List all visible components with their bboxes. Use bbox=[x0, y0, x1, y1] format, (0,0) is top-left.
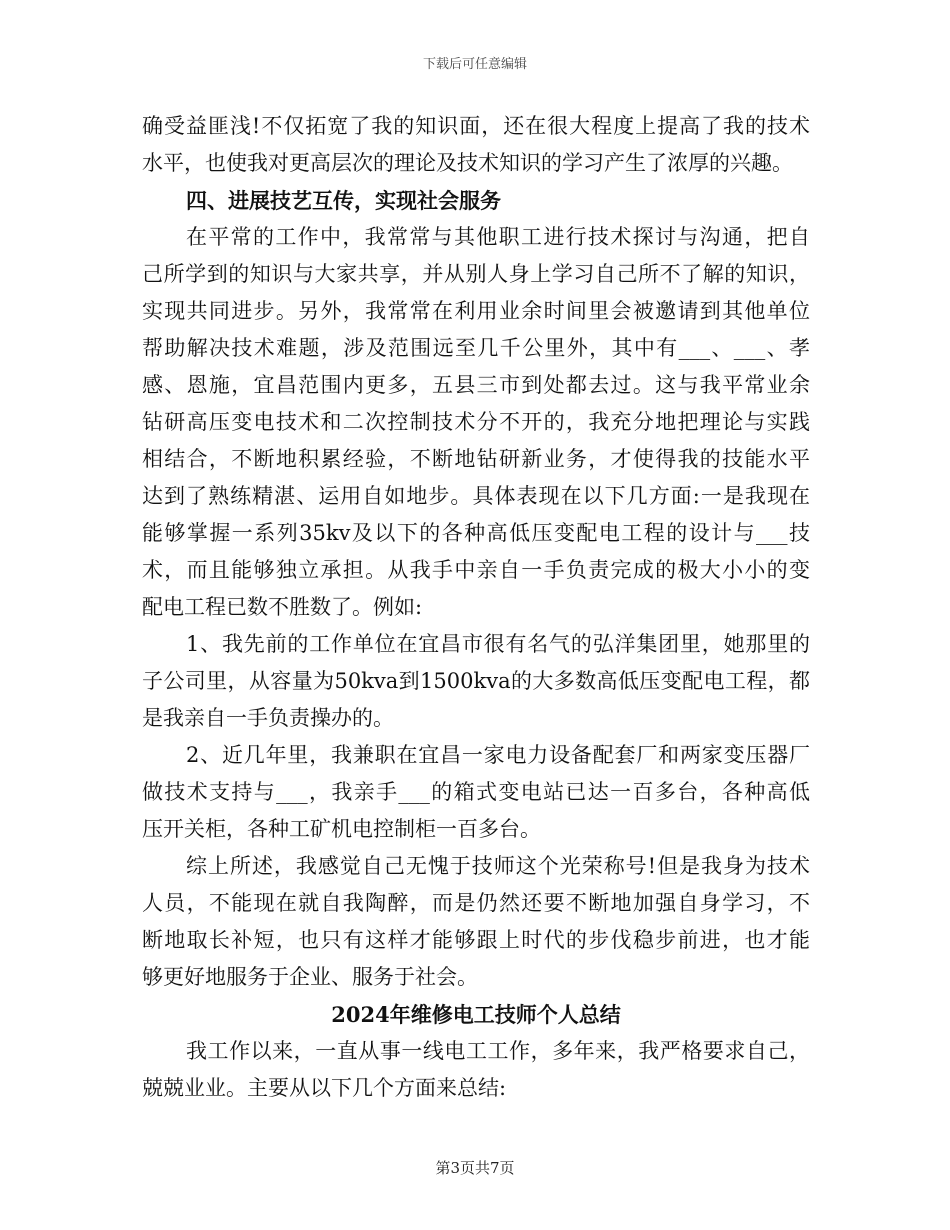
text-line: 压开关柜，各种工矿机电控制柜一百多台。 bbox=[142, 817, 541, 841]
text-line: 子公司里，从容量为50kva到1500kva的大多数高低压变配电工程，都 bbox=[142, 669, 810, 693]
text-line: 我工作以来，一直从事一线电工工作，多年来，我严格要求自己， bbox=[186, 1039, 810, 1063]
text-line: 相结合，不断地积累经验，不断地钻研新业务，才使得我的技能水平 bbox=[142, 447, 810, 471]
text-line: 够更好地服务于企业、服务于社会。 bbox=[142, 965, 478, 989]
text-line: 断地取长补短，也只有这样才能够跟上时代的步伐稳步前进，也才能 bbox=[142, 928, 810, 952]
text-line: 能够掌握一系列35kv及以下的各种高低压变配电工程的设计与___技 bbox=[142, 521, 810, 545]
text-line: 钻研高压变电技术和二次控制技术分不开的，我充分地把理论与实践 bbox=[142, 410, 810, 434]
section-heading: 四、进展技艺互传，实现社会服务 bbox=[186, 188, 501, 213]
text-line: 术，而且能够独立承担。从我手中亲自一手负责完成的极大小小的变 bbox=[142, 558, 810, 582]
text-line: 实现共同进步。另外，我常常在利用业余时间里会被邀请到其他单位 bbox=[142, 299, 810, 323]
text-line: 己所学到的知识与大家共享，并从别人身上学习自己所不了解的知识， bbox=[142, 262, 810, 286]
text-line: 2、近几年里，我兼职在宜昌一家电力设备配套厂和两家变压器厂 bbox=[186, 743, 810, 767]
text-line: 达到了熟练精湛、运用自如地步。具体表现在以下几方面:一是我现在 bbox=[142, 484, 810, 508]
section-title: 2024年维修电工技师个人总结 bbox=[331, 1002, 621, 1027]
text-line: 兢兢业业。主要从以下几个方面来总结: bbox=[142, 1076, 507, 1100]
document-body bbox=[142, 108, 810, 1107]
page-header-note: 下载后可任意编辑 bbox=[422, 57, 527, 72]
text-line: 感、恩施，宜昌范围内更多，五县三市到处都去过。这与我平常业余 bbox=[142, 373, 810, 397]
text-line: 人员，不能现在就自我陶醉，而是仍然还要不断地加强自身学习，不 bbox=[142, 891, 810, 915]
text-line: 在平常的工作中，我常常与其他职工进行技术探讨与沟通，把自 bbox=[186, 225, 810, 249]
text-line: 综上所述，我感觉自己无愧于技师这个光荣称号!但是我身为技术 bbox=[186, 854, 810, 878]
text-line: 做技术支持与___，我亲手___的箱式变电站已达一百多台，各种高低 bbox=[142, 780, 810, 804]
text-line: 1、我先前的工作单位在宜昌市很有名气的弘洋集团里，她那里的 bbox=[186, 632, 810, 656]
text-line: 是我亲自一手负责操办的。 bbox=[142, 706, 394, 730]
text-line: 水平，也使我对更高层次的理论及技术知识的学习产生了浓厚的兴趣。 bbox=[142, 151, 793, 175]
page-number: 第3页共7页 bbox=[435, 1159, 515, 1177]
text-line: 确受益匪浅!不仅拓宽了我的知识面，还在很大程度上提高了我的技术 bbox=[142, 114, 810, 138]
text-line: 帮助解决技术难题，涉及范围远至几千公里外，其中有___、___、孝 bbox=[142, 336, 810, 360]
text-line: 配电工程已数不胜数了。例如: bbox=[142, 595, 423, 619]
